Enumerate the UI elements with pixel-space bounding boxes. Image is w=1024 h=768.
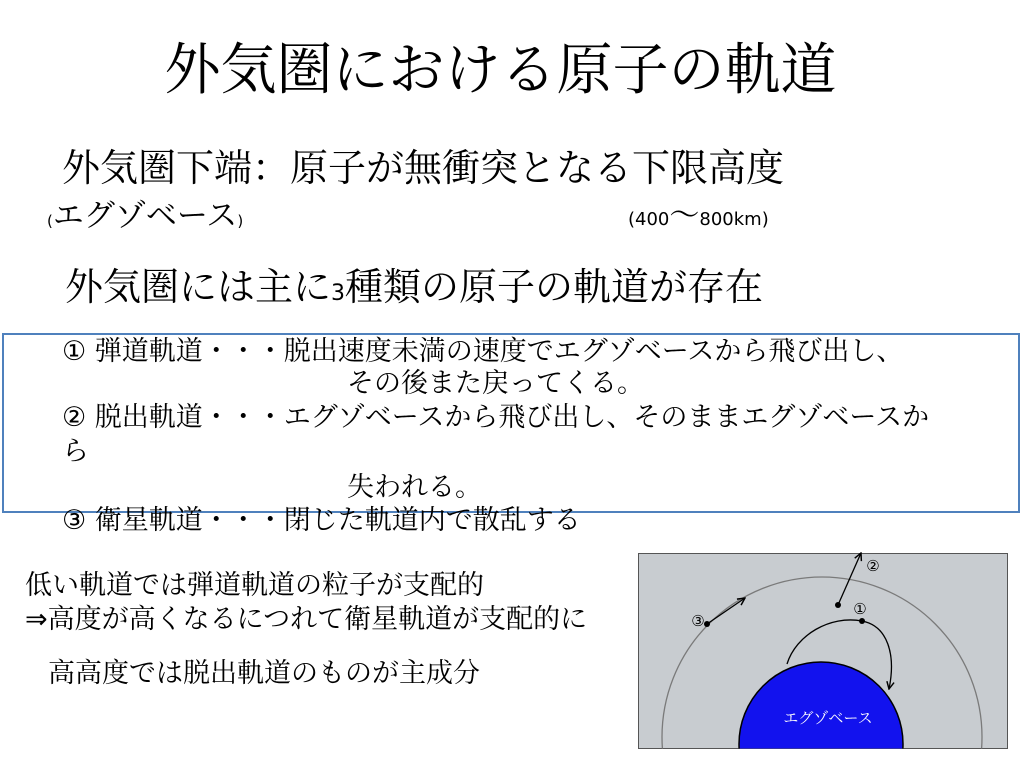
orbit-line-escape-cont: 失われる。 — [347, 472, 482, 503]
exobase-label: エグゾベース — [783, 709, 873, 727]
altitude-suffix: 800km) — [699, 209, 769, 230]
orbit-diagram — [638, 543, 1010, 751]
term-paren-close: ) — [237, 212, 244, 230]
term-text: エグゾベース — [52, 198, 238, 234]
exobase-definition: 外気圏下端：原子が無衝突となる下限高度 — [62, 146, 785, 190]
altitude-separator: 〜 — [669, 198, 700, 233]
exobase-term — [47, 198, 244, 234]
orbit-line-escape: ② 脱出軌道・・・エグゾベースから飛び出し、そのままエグゾベースか — [62, 402, 930, 433]
orbit-line-ballistic-cont: その後また戻ってくる。 — [347, 368, 644, 399]
satellite-particle-dot — [704, 621, 710, 627]
heading-after: 種類の原子の軌道が存在 — [345, 265, 764, 309]
orbit-line-ballistic: ① 弾道軌道・・・脱出速度未満の速度でエグゾベースから飛び出し、 — [62, 336, 904, 367]
note-high-altitude: 高高度では脱出軌道のものが主成分 — [48, 658, 480, 689]
orbit-line-satellite: ③ 衛星軌道・・・閉じた軌道内で散乱する — [62, 505, 581, 536]
heading-count: 3 — [331, 281, 346, 306]
ballistic-particle-dot — [859, 618, 865, 624]
satellite-label: ③ — [691, 612, 705, 630]
altitude-prefix: (400 — [628, 209, 670, 230]
term-paren-open: ( — [47, 212, 53, 230]
heading-before: 外気圏には主に — [65, 265, 332, 309]
ballistic-label: ① — [853, 600, 867, 618]
exobase-altitude-range — [628, 198, 769, 233]
orbit-line-escape-wrap: ら — [62, 436, 89, 467]
escape-label: ② — [866, 557, 880, 575]
note-rising-altitude: ⇒高度が高くなるにつれて衛星軌道が支配的に — [25, 604, 588, 635]
note-low-altitude: 低い軌道では弾道軌道の粒子が支配的 — [25, 570, 484, 601]
slide-title: 外気圏における原子の軌道 — [164, 38, 837, 103]
escape-particle-dot — [835, 602, 841, 608]
orbit-types-heading — [65, 265, 764, 309]
